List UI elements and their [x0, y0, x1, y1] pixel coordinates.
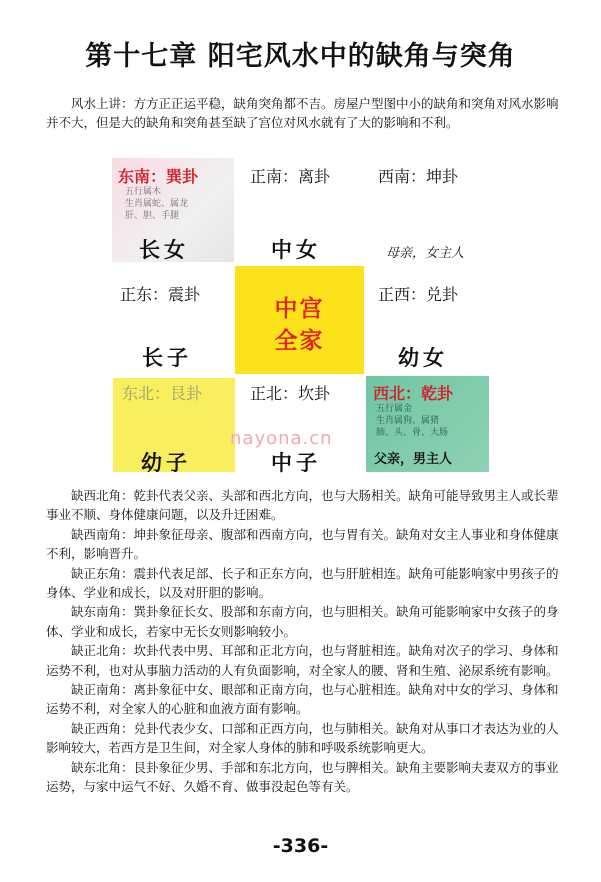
- paragraph: 缺东南角：巽卦象征长女、股部和东南方向，也与胆相关。缺角可能影响家中女孩子的身体、学业和成长，若家中无长女则影响较小。: [46, 604, 559, 639]
- north-person: 中子: [271, 451, 321, 475]
- center-line-1: 中宫: [274, 296, 325, 322]
- intro-paragraph: 风水上讲：方方正正运平稳，缺角突角都不吉。房屋户型图中小的缺角和突角对风水影响并不大，但是大的缺角和突角甚至缺了宫位对风水就有了大的影响和不利。: [46, 96, 559, 130]
- southwest-person: 母亲，女主人: [386, 246, 465, 261]
- paragraph: 缺正南角：离卦象征中女、眼部和正南方向，也与心脏相连。缺角对中女的学习、身体和运势不利，对全家人的心脏和血液方面有影响。: [46, 682, 559, 717]
- west-label: 正西：兑卦: [378, 285, 459, 304]
- paragraph: 缺西北角：乾卦代表父亲、头部和西北方向，也与大肠相关。缺角可能导致男主人或长辈事业不顺、身体健康问题，以及升迁困难。: [46, 488, 559, 523]
- northwest-note-2: 生肖属狗、属猪: [376, 416, 440, 426]
- southeast-person: 长女: [139, 238, 189, 262]
- watermark: nayona.cn: [230, 428, 333, 449]
- northwest-label: 西北：乾卦: [373, 384, 454, 403]
- northwest-note-3: 肺、头、骨、大肠: [376, 428, 449, 438]
- north-label: 正北：坎卦: [250, 384, 331, 403]
- east-label: 正东：震卦: [120, 285, 201, 304]
- page-title: 第十七章 阳宅风水中的缺角与突角: [85, 41, 516, 72]
- northeast-person: 幼子: [141, 451, 191, 475]
- page-number: -336-: [272, 835, 329, 857]
- body-text: [46, 486, 570, 797]
- paragraph: 缺正西角：兑卦代表少女、口部和正西方向，也与肺相关。缺角对从事口才表达为业的人影响较大，若西方是卫生间，对全家人身体的肺和呼吸系统影响更大。: [46, 720, 559, 756]
- paragraph: 缺东北角：艮卦象征少男、手部和东北方向，也与脾相关。缺角主要影响夫妻双方的事业运势，与家中运气不好、久婚不育、做事没起色等有关。: [46, 759, 559, 795]
- west-person: 幼女: [398, 346, 448, 370]
- southwest-label: 西南：坤卦: [378, 167, 459, 186]
- northwest-person: 父亲，男主人: [374, 452, 453, 467]
- paragraph: 缺西南角：坤卦象征母亲、腹部和西南方向，也与胃有关。缺角对女主人事业和身体健康不利，影响晋升。: [46, 526, 559, 562]
- southeast-note-2: 生肖属蛇、属龙: [125, 199, 189, 209]
- southeast-note-1: 五行属木: [125, 187, 162, 197]
- south-label: 正南：离卦: [250, 167, 331, 186]
- paragraph: 缺正北角：坎卦代表中男、耳部和正北方向，也与肾脏相连。缺角对次子的学习、身体和运势不利，也对从事脑力活动的人有负面影响，对全家人的腰、肾和生殖、泌尿系统有影响。: [46, 643, 559, 678]
- southeast-label: 东南：巽卦: [118, 167, 199, 186]
- northeast-label: 东北：艮卦: [122, 384, 203, 403]
- center-line-2: 全家: [274, 328, 325, 354]
- southeast-note-3: 肝、胆、手腿: [125, 211, 180, 221]
- east-person: 长子: [142, 346, 192, 370]
- paragraph: 缺正东角：震卦代表足部、长子和正东方向，也与肝脏相连。缺角可能影响家中男孩子的身体、学业和成长，以及对肝胆的影响。: [46, 565, 559, 601]
- south-person: 中女: [271, 238, 321, 262]
- northwest-note-1: 五行属金: [376, 404, 413, 414]
